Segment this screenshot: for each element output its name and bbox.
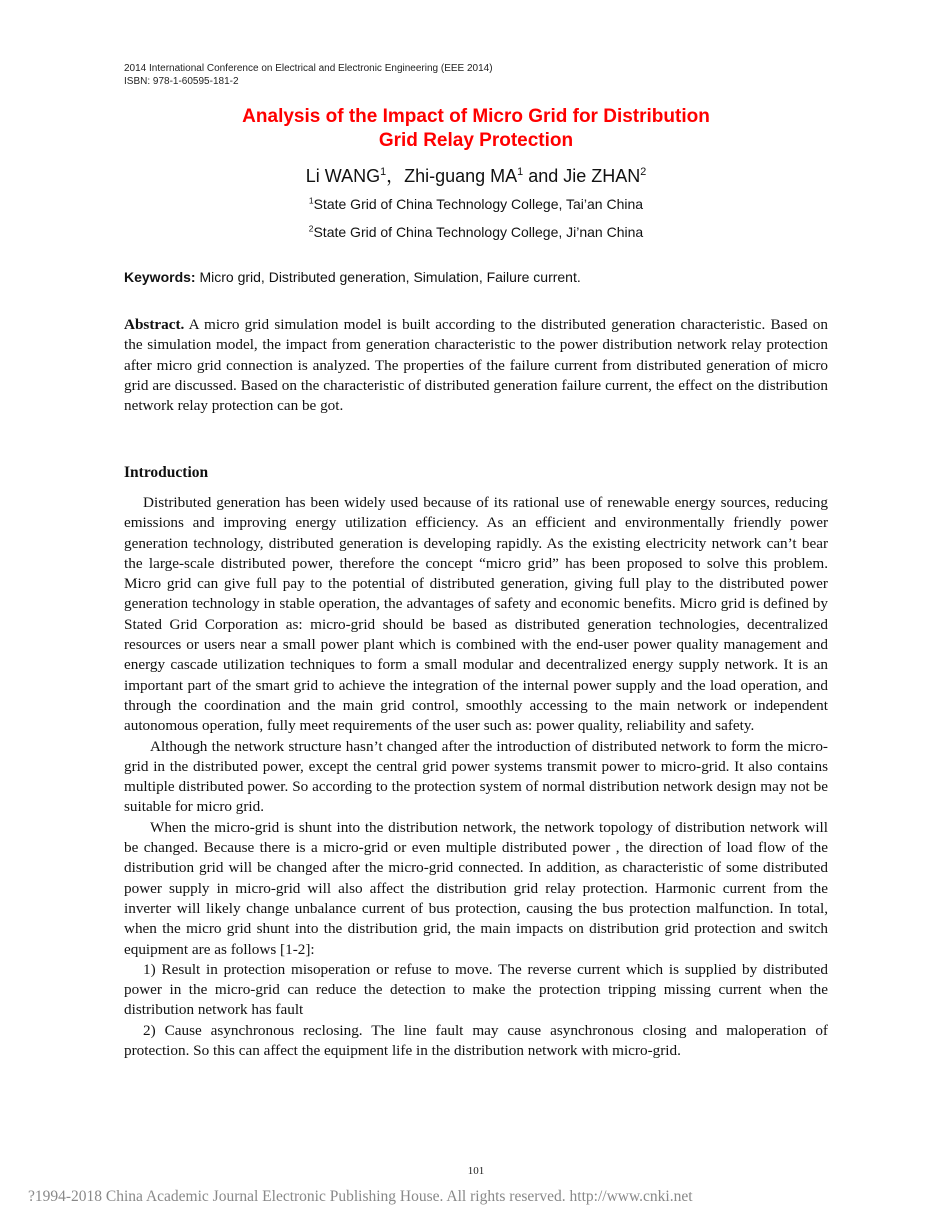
author-1-affil: 1 (380, 166, 387, 178)
page-number: 101 (467, 1165, 485, 1177)
affiliation-1-text: State Grid of China Technology College, Tai’an China (313, 196, 644, 212)
affiliation-2 (124, 224, 828, 240)
copyright-footer: ?1994-2018 China Academic Journal Electronic Publishing House. All rights reserved. http://www.cnki.net (28, 1188, 693, 1205)
author-2-affil: 1 (517, 166, 524, 178)
section-heading-introduction: Introduction (124, 464, 209, 481)
abstract-label: Abstract. (124, 316, 185, 333)
intro-paragraph-4: 1) Result in protection misoperation or refuse to move. The reverse current which is supplied by distributed power in the micro-grid can reduce the detection to make the protection tripping missing current when the distribution network has fault (124, 960, 828, 1019)
abstract (124, 315, 828, 416)
conference-header: 2014 International Conference on Electrical and Electronic Engineering (EEE 2014) (124, 63, 493, 74)
author-1: Li WANG (305, 166, 381, 186)
author-list (124, 162, 828, 188)
keywords (124, 269, 828, 285)
author-3: and Jie ZHAN (523, 166, 641, 186)
intro-paragraph-2: Although the network structure hasn’t changed after the introduction of distributed network to form the micro-grid in the distributed power, except the central grid power systems transmit power to micro-grid. It also contains multiple distributed power. So according to the protection system of normal distribution network design may not be suitable for micro grid. (124, 737, 828, 816)
intro-paragraph-5: 2) Cause asynchronous reclosing. The line fault may cause asynchronous closing and maloperation of protection. So this can affect the equipment life in the distribution network with micro-grid. (124, 1021, 828, 1060)
keywords-label: Keywords: (124, 269, 196, 285)
affiliation-2-mark: 2 (308, 223, 314, 234)
paper-title-line1: Analysis of the Impact of Micro Grid for Distribution (242, 106, 710, 127)
paper-title-line2: Grid Relay Protection (378, 130, 574, 151)
intro-paragraph-3: When the micro-grid is shunt into the distribution network, the network topology of distribution network will be changed. Because there is a micro-grid or even multiple distributed power , the direction of load flow of the distribution grid will be changed after the micro-grid connected. In addition, as characteristic of some distributed power supply in micro-grid will also affect the distribution grid relay protection. Harmonic current from the inverter will likely change unbalance current of bus protection, causing the bus protection malfunction. In total, when the micro grid shunt into the distribution grid, the main impacts on distribution grid protection and switch equipment are as follows [1-2]: (124, 818, 828, 958)
author-separator: ， (386, 166, 405, 186)
isbn-header: ISBN: 978-1-60595-181-2 (124, 76, 239, 87)
affiliation-2-text: State Grid of China Technology College, Ji’nan China (313, 224, 644, 240)
author-3-affil: 2 (640, 166, 647, 178)
intro-paragraph-1: Distributed generation has been widely used because of its rational use of renewable energy sources, reducing emissions and improving energy utilization efficiency. As an efficient and environmentally friendly power generation technology, distributed generation is developing rapidly. As the existing electricity network can’t bear the large-scale distributed power, therefore the concept “micro grid” has been proposed to solve this problem. Micro grid can give full pay to the potential of distributed generation, giving full play to the distributed power generation technology in stable operation, the advantages of safety and economic benefits. Micro grid is defined by Stated Grid Corporation as: micro-grid should be based as distributed generation technologies, decentralized resources or users near a small power plant which is combined with the end-user power quality management and energy cascade utilization techniques to form a small modular and decentralized energy supply network. It is an important part of the smart grid to achieve the integration of the internal power supply and the load operation, and through the coordination and the main grid control, smoothly accessing to the main network or independent autonomous operation, fully meet requirements of the user such as: power quality, reliability and safety. (124, 494, 828, 735)
keywords-text: Micro grid, Distributed generation, Simulation, Failure current. (195, 269, 581, 285)
abstract-text: A micro grid simulation model is built according to the distributed generation characteristic. Based on the simulation model, the impact from generation characteristic to the power distribution network relay protection after micro grid connection is analyzed. The properties of the failure current from distributed generation of micro grid are discussed. Based on the characteristic of distributed generation failure current, the effect on the distribution network relay protection can be got. (124, 316, 828, 415)
introduction-body (124, 493, 828, 1061)
affiliation-1-mark: 1 (308, 195, 314, 206)
affiliation-1 (124, 196, 828, 212)
author-2: Zhi-guang MA (404, 166, 518, 186)
